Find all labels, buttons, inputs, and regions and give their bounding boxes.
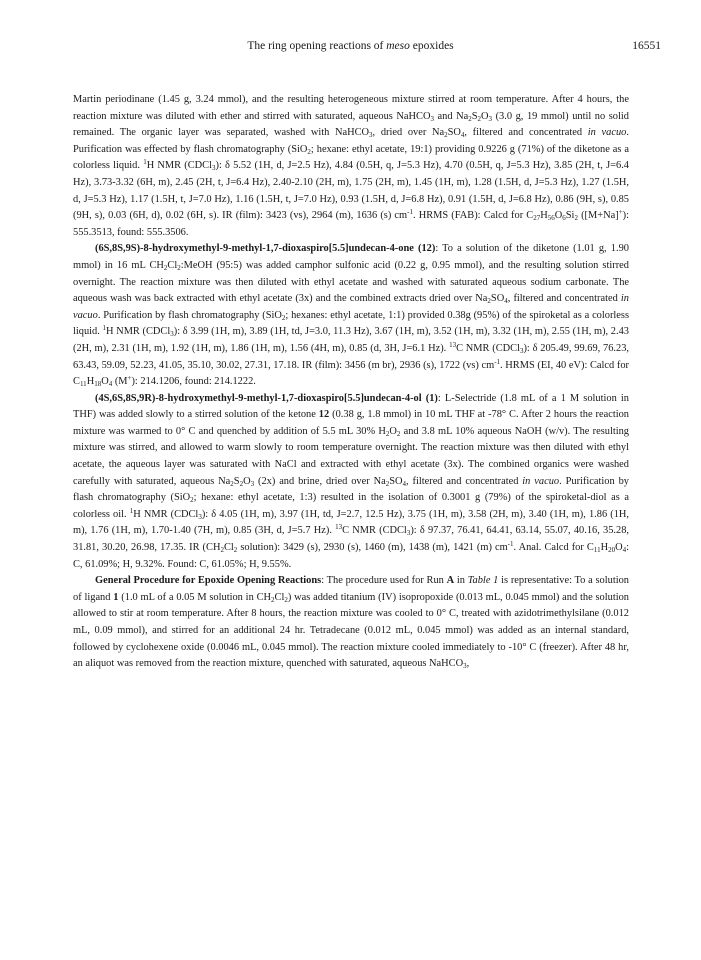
paragraph-spiroketal-diol-1: (4S,6S,8S,9R)-8-hydroxymethyl-9-methyl-1,7-dioxaspiro[5.5]undecan-4-ol (1): L-Selectride (1.8 mL of a 1 M solution in THF) was added slowly to a stirred solution of the ketone 12 (0.38 g, 1.8 mmol) in 10 mL THF at -78° C. After 2 hours the reaction mixture was warmed to 0° C and quenched by addition of 5.5 mL 30% $H_2O_2$ and 3.8 mL 10% aqueous NaOH (w/v). The resulting mixture was stirred, and allowed to warm slowly to room temperature overnight. The reaction mixture was then diluted with ethyl acetate, the aqueous layer was saturated with NaCl and extracted with ethyl acetate (3x). The combined organics were washed carefully with saturated, aqueous $Na_2S_2O_3$ (2x) and brine, dried over $Na_2SO_4$, filtered and concentrated in vacuo. Purification by flash chromatography (SiO$_2$; hexane: ethyl acetate, 1:3) resulted in the isolation of 0.3001 g (79%) of the spiroketal-diol as a colorless oil. $^1$H NMR (CDCl$_3$): δ 4.05 (1H, m), 3.97 (1H, td, J=2.7, 12.5 Hz), 3.75 (1H, m), 3.58 (2H, m), 3.40 (1H, m), 1.86 (1H, m), 1.76 (1H, m), 1.70-1.40 (7H, m), 0.85 (3H, d, J=5.7 Hz). $^{13}$C NMR (CDCl$_3$): δ 97.37, 76.41, 64.41, 63.14, 55.07, 40.16, 35.28, 31.81, 30.20, 26.98, 17.35. IR ($CH_2Cl_2$ solution): 3429 (s), 2930 (s), 1460 (m), 1438 (m), 1421 (m) $cm^{-1}$. Anal. Calcd for $C_{11}H_{20}O_4$: C, 61.09%; H, 9.32%. Found: C, 61.05%; H, 9.55%.: [73, 392, 629, 570]
paragraph-diketone-continued: Martin periodinane (1.45 g, 3.24 mmol), and the resulting heterogeneous mixture stirred at room temperature. After 4 hours, the reaction mixture was diluted with ether and stirred with saturated, aqueous NaHCO$_3$ and $Na_2S_2O_3$ (3.0 g, 19 mmol) until no solid remained. The organic layer was separated, washed with NaHCO$_3$, dried over $Na_2SO_4$, filtered and concentrated in vacuo. Purification was effected by flash chromatography (SiO$_2$; hexane: ethyl acetate, 19:1) providing 0.9226 g (71%) of the diketone as a colorless liquid. $^1$H NMR (CDCl$_3$): δ 5.52 (1H, d, J=2.5 Hz), 4.84 (0.5H, q, J=5.3 Hz), 4.70 (0.5H, q, J=5.3 Hz), 3.85 (2H, t, J=6.4 Hz), 3.73-3.32 (6H, m), 2.45 (2H, t, J=6.4 Hz), 2.40-2.10 (2H, m), 1.75 (2H, m), 1.45 (1H, m), 1.28 (1.5H, d, J=5.3 Hz), 1.27 (1.5H, d, J=5.3 Hz), 1.17 (1.5H, t, J=7.0 Hz), 1.16 (1.5H, t, J=7.0 Hz), 0.93 (1.5H, d, J=6.8 Hz), 0.91 (1.5H, d, J=6.8 Hz), 0.86 (9H, s), 0.85 (9H, s), 0.03 (6H, d), 0.02 (6H, s). IR (film): 3423 (vs), 2964 (m), 1636 (s) $cm^{-1}$. HRMS (FAB): Calcd for $C_{27}H_{56}O_6Si_2$ ([M+Na]+): 555.3513, found: 555.3506.: [73, 94, 629, 238]
running-title: The ring opening reactions of meso epoxides: [247, 40, 454, 52]
document-body: [73, 92, 629, 673]
paragraph-spiroketal-12: (6S,8S,9S)-8-hydroxymethyl-9-methyl-1,7-dioxaspiro[5.5]undecan-4-one (12): To a solution of the diketone (1.01 g, 1.90 mmol) in 16 mL $CH_2Cl_2:MeOH$ (95:5) was added camphor sulfonic acid (0.22 g, 0.95 mmol), and the resulting solution stirred overnight. The reaction mixture was then diluted with ethyl acetate and washed with saturated aqueous sodium carbonate. The aqueous wash was back extracted with ethyl acetate (3x) and the combined extracts dried over $Na_2SO_4$, filtered and concentrated in vacuo. Purification by flash chromatography (SiO$_2$; hexanes: ethyl acetate, 1:1) provided 0.38g (95%) of the spiroketal as a colorless liquid. $^1$H NMR (CDCl$_3$): δ 3.99 (1H, m), 3.89 (1H, td, J=3.0, 11.3 Hz), 3.67 (1H, m), 3.52 (1H, m), 3.32 (1H, m), 2.55 (1H, m), 2.43 (2H, m), 2.31 (1H, m), 1.92 (1H, m), 1.86 (1H, m), 1.56 (4H, m), 0.85 (d, 3H, J=6.1 Hz). $^{13}$C NMR (CDCl$_3$): δ 205.49, 99.69, 76.23, 63.43, 59.09, 52.23, 41.05, 35.10, 30.02, 27.31, 17.18. IR (film): 3456 (m br), 2936 (s), 1722 (vs) $cm^{-1}$. HRMS (EI, 40 eV): Calcd for $C_{11}H_{18}O_4$ (M+): 214.1206, found: 214.1222.: [73, 243, 630, 389]
paragraph-general-procedure: General Procedure for Epoxide Opening Reactions: The procedure used for Run A in Table 1 is representative: To a solution of ligand 1 (1.0 mL of a 0.05 M solution in $CH_2Cl_2$) was added titanium (IV) isopropoxide (0.013 mL, 0.045 mmol) and the solution allowed to stir at room temperature. After 8 hours, the reaction mixture was cooled to 0° C, treated with azidotrimethylsilane (0.012 mL, 0.09 mmol), and stirred for an additional 24 hr. Tetradecane (0.012 mL, 0.045 mmol) was added as an internal standard, followed by cyclohexene oxide (0.0046 mL, 0.045 mmol). The reaction mixture cooled immediately to -10° C (freezer). After 48 hr, an aliquot was removed from the reaction mixture, quenched with saturated, aqueous NaHCO$_3$,: [73, 575, 629, 671]
page-number: 16551: [632, 40, 661, 52]
running-header: [0, 40, 701, 56]
